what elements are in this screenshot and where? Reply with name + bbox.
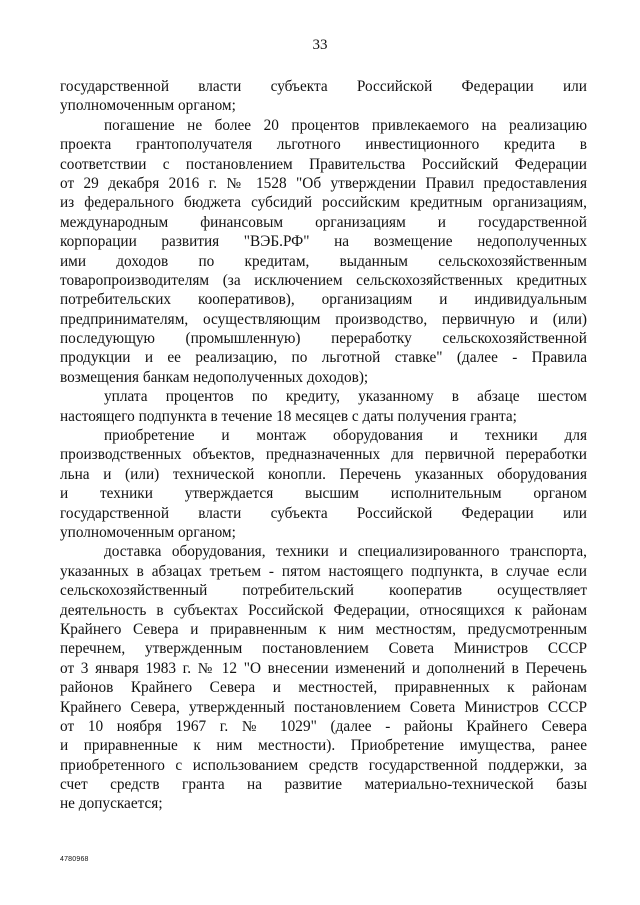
document-body — [60, 77, 587, 814]
text-line: последующую (промышленную) переработку сельскохозяйственной — [60, 330, 587, 348]
text-line: перечнем, утвержденным постановлением Совета Министров СССР — [60, 640, 587, 658]
text-line: государственной власти субъекта Российской Федерации или — [60, 78, 587, 95]
text-line: уплата процентов по кредиту, указанному в абзаце шестом — [104, 388, 587, 406]
text-line: потребительских кооперативов), организациям и индивидуальным — [60, 291, 587, 309]
text-line: от 29 декабря 2016 г. № 1528 "Об утверждении Правил предоставления — [60, 174, 587, 192]
text-line: уполномоченным органом; — [60, 523, 236, 541]
text-line: производственных объектов, предназначенных для первичной переработки — [60, 446, 587, 464]
text-line: районов Крайнего Севера и местностей, приравненных к районам — [60, 679, 587, 697]
text-line: товаропроизводителям (за исключением сельскохозяйственных кредитных — [60, 271, 587, 289]
page-number: 33 — [312, 37, 328, 53]
text-line: от 3 января 1983 г. № 12 "О внесении изменений и дополнений в Перечень — [60, 659, 587, 677]
text-line: и техники утверждается высшим исполнительным органом — [60, 485, 587, 503]
text-line: международным финансовым организациям и государственной — [60, 213, 587, 231]
text-line: настоящего подпункта в течение 18 месяцев с даты получения гранта; — [60, 407, 517, 425]
text-line: Крайнего Севера и приравненным к ним местностям, предусмотренным — [60, 620, 587, 638]
text-line: погашение не более 20 процентов привлекаемого на реализацию — [104, 116, 587, 134]
text-line: доставка оборудования, техники и специализированного транспорта, — [104, 543, 587, 561]
text-line: сельскохозяйственный потребительский кооператив осуществляет — [60, 582, 587, 600]
text-line: ими доходов по кредитам, выданным сельскохозяйственным — [60, 252, 587, 270]
text-line: льна и (или) технической конопли. Перечень указанных оборудования — [60, 465, 587, 483]
text-line: от 10 ноября 1967 г. № 1029" (далее - районы Крайнего Севера — [60, 717, 587, 735]
text-line: счет средств гранта на развитие материально-технической базы — [60, 776, 587, 794]
text-line: возмещения банкам недополученных доходов); — [60, 368, 369, 386]
text-line: корпорации развития "ВЭБ.РФ" на возмещение недополученных — [60, 233, 587, 251]
text-line: проекта грантополучателя льготного инвестиционного кредита в — [60, 136, 587, 154]
text-line: уполномоченным органом; — [60, 97, 236, 115]
text-line: соответствии с постановлением Правительства Российский Федерации — [60, 155, 587, 173]
text-line: предпринимателям, осуществляющим производство, первичную и (или) — [60, 310, 587, 328]
text-line: государственной власти субъекта Российской Федерации или — [60, 504, 587, 522]
text-line: деятельность в субъектах Российской Федерации, относящихся к районам — [60, 601, 587, 619]
document-id: 4780968 — [60, 856, 89, 863]
text-line: не допускается; — [60, 795, 163, 813]
text-line: приобретение и монтаж оборудования и техники для — [104, 427, 587, 445]
text-line: Крайнего Севера, утвержденный постановлением Совета Министров СССР — [60, 698, 587, 716]
text-line: и приравненные к ним местности). Приобретение имущества, ранее — [60, 737, 587, 755]
text-line: продукции и ее реализацию, по льготной ставке" (далее - Правила — [60, 349, 587, 367]
text-line: приобретенного с использованием средств государственной поддержки, за — [60, 756, 587, 774]
text-line: указанных в абзацах третьем - пятом настоящего подпункта, в случае если — [60, 562, 587, 580]
text-line: из федерального бюджета субсидий российским кредитным организациям, — [60, 194, 587, 212]
